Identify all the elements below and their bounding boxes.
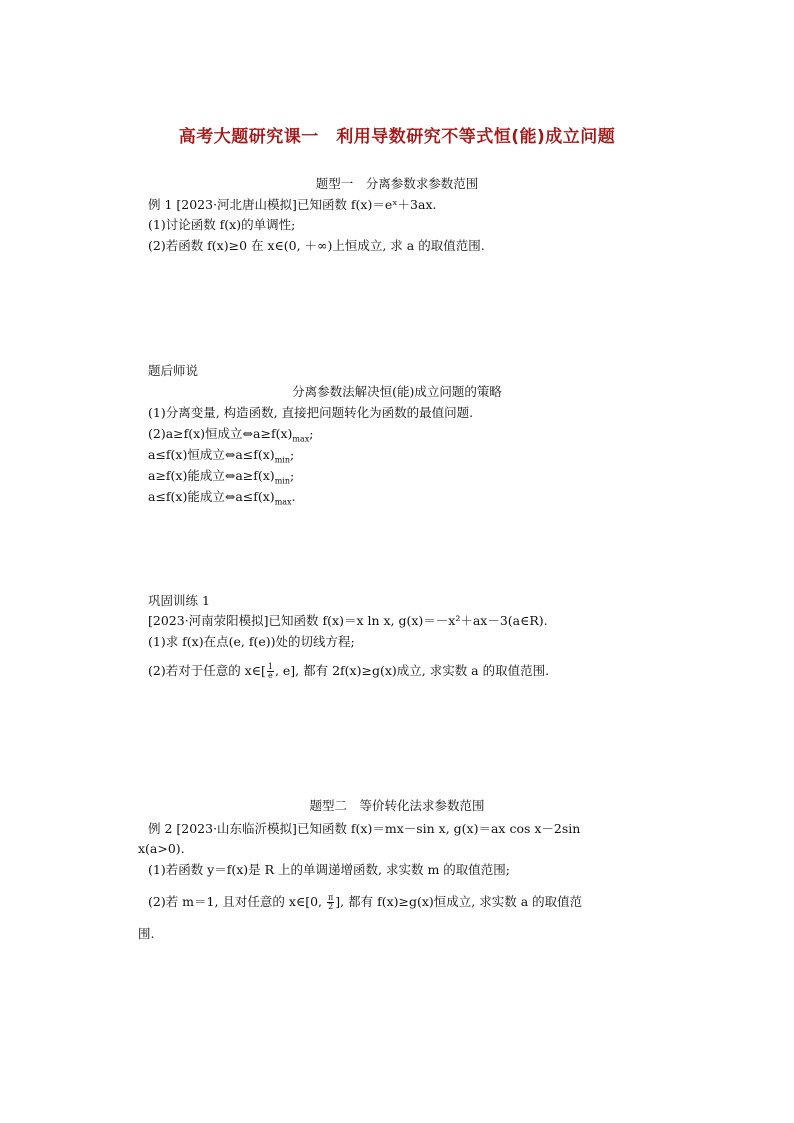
example2-question2-cont: 围.: [138, 926, 155, 941]
example2-question2: (2)若 m＝1, 且对任意的 x∈[0, $\frac{\pi}{2}$ ], 都有 f(x)≥g(x)恒成立, 求实数 a 的取值范: [148, 893, 583, 911]
example1-statement: 例 1 [2023·河北唐山模拟]已知函数 f(x)＝eˣ＋3ax.: [148, 197, 437, 212]
section1-heading: 题型一 分离参数求参数范围: [315, 176, 479, 191]
example2-statement-cont: x(a>0).: [138, 841, 185, 856]
fraction-pi-over-2: $\frac{\pi}{2}$: [328, 893, 334, 911]
fraction-1-over-e: $\frac{1}{e}$: [267, 662, 273, 680]
example2-statement: 例 2 [2023·山东临沂模拟]已知函数 f(x)＝mx－sin x, g(x)＝ax cos x－2sin: [148, 821, 581, 836]
example1-question2: (2)若函数 f(x)≥0 在 x∈(0, ＋∞)上恒成立, 求 a 的取值范围.: [148, 238, 485, 253]
practice1-question2: (2)若对于任意的 x∈[ $\frac{1}{e}$ , e], 都有 2f(x)≥g(x)成立, 求实数 a 的取值范围.: [148, 662, 550, 680]
notes-label: 题后师说: [148, 363, 199, 378]
practice1-statement: [2023·河南荥阳模拟]已知函数 f(x)＝x ln x, g(x)＝－x²＋ax－3(a∈R).: [148, 613, 548, 628]
notes-point2: (2)a≥f(x)恒成立$\Leftrightarrow a\ge f(x)_{max}$;: [148, 426, 314, 444]
example1-question1: (1)讨论函数 f(x)的单调性;: [148, 217, 296, 232]
practice1-label: 巩固训练 1: [148, 593, 210, 608]
notes-point3: a≤f(x)恒成立$\Leftrightarrow a\le f(x)_{min}$;: [148, 447, 295, 465]
notes-point5: a≤f(x)能成立$\Leftrightarrow a\le f(x)_{max}$.: [148, 489, 296, 507]
notes-heading: 分离参数法解决恒(能)成立问题的策略: [292, 384, 502, 399]
practice1-question1: (1)求 f(x)在点(e, f(e))处的切线方程;: [148, 634, 355, 649]
section2-heading: 题型二 等价转化法求参数范围: [309, 798, 485, 813]
page-title: 高考大题研究课一 利用导数研究不等式恒(能)成立问题: [178, 127, 616, 147]
example2-question1: (1)若函数 y＝f(x)是 R 上的单调递增函数, 求实数 m 的取值范围;: [148, 862, 510, 877]
notes-point4: a≥f(x)能成立$\Leftrightarrow a\ge f(x)_{min}$;: [148, 468, 295, 486]
notes-point1: (1)分离变量, 构造函数, 直接把问题转化为函数的最值问题.: [148, 405, 474, 420]
